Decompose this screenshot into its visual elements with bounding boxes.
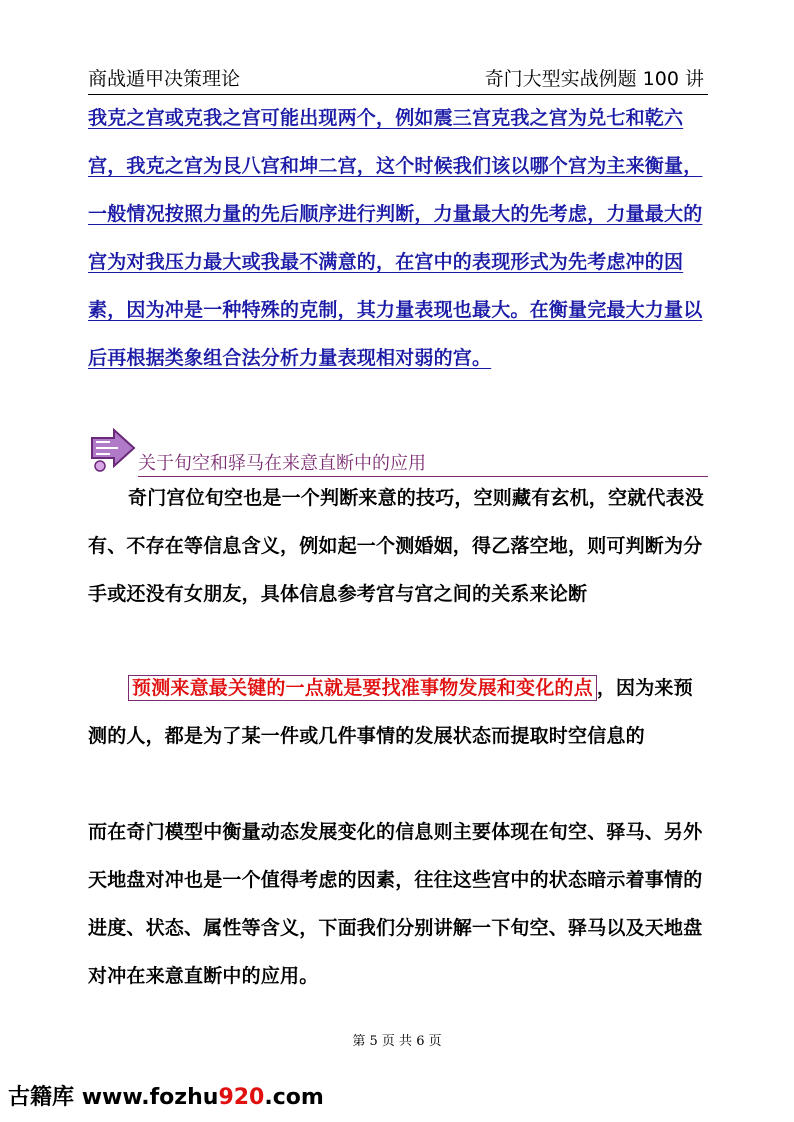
watermark-url-prefix: www.fozhu [81, 1085, 219, 1110]
site-watermark [8, 1082, 324, 1114]
section-heading-title: 关于旬空和驿马在来意直断中的应用 [138, 452, 708, 477]
dynamic-info-paragraph: 而在奇门模型中衡量动态发展变化的信息则主要体现在旬空、驿马、另外天地盘对冲也是一个值得考虑的因素，往往这些宫中的状态暗示着事情的进度、状态、属性等含义，下面我们分别讲解一下旬空、驿马以及天地盘对冲在来意直断中的应用。 [88, 821, 703, 987]
section-heading [88, 428, 712, 476]
watermark-url-suffix: .com [264, 1085, 324, 1110]
header-book-title: 商战遁甲决策理论 [88, 68, 241, 90]
key-point-paragraph [88, 664, 708, 760]
page-header [88, 64, 708, 95]
key-point-rest: ，因为来预测的人，都是为了某一件或几件事情的发展状态而提取时空信息的 [88, 677, 693, 747]
pointing-arrow-icon [88, 428, 136, 474]
watermark-url-number: 920 [218, 1085, 265, 1110]
key-point-highlight: 预测来意最关键的一点就是要找准事物发展和变化的点 [128, 675, 597, 701]
watermark-site-name: 古籍库 [8, 1085, 75, 1110]
xunkong-paragraph: 奇门宫位旬空也是一个判断来意的技巧，空则藏有玄机，空就代表没有、不存在等信息含义，例如起一个测婚姻，得乙落空地，则可判断为分手或还没有女朋友，具体信息参考宫与宫之间的关系来论断 [88, 487, 705, 605]
header-chapter-title: 奇门大型实战例题 100 讲 [484, 68, 704, 90]
intro-paragraph: 我克之宫或克我之宫可能出现两个，例如震三宫克我之宫为兑七和乾六宫，我克之宫为艮八宫和坤二宫，这个时候我们该以哪个宫为主来衡量，一般情况按照力量的先后顺序进行判断，力量最大的先考虑，力量最大的宫为对我压力最大或我最不满意的，在宫中的表现形式为先考虑冲的因素，因为冲是一种特殊的克制，其力量表现也最大。在衡量完最大力量以后再根据类象组合法分析力量表现相对弱的宫。 [88, 107, 703, 369]
page-number: 第 5 页 共 6 页 [352, 1034, 442, 1049]
